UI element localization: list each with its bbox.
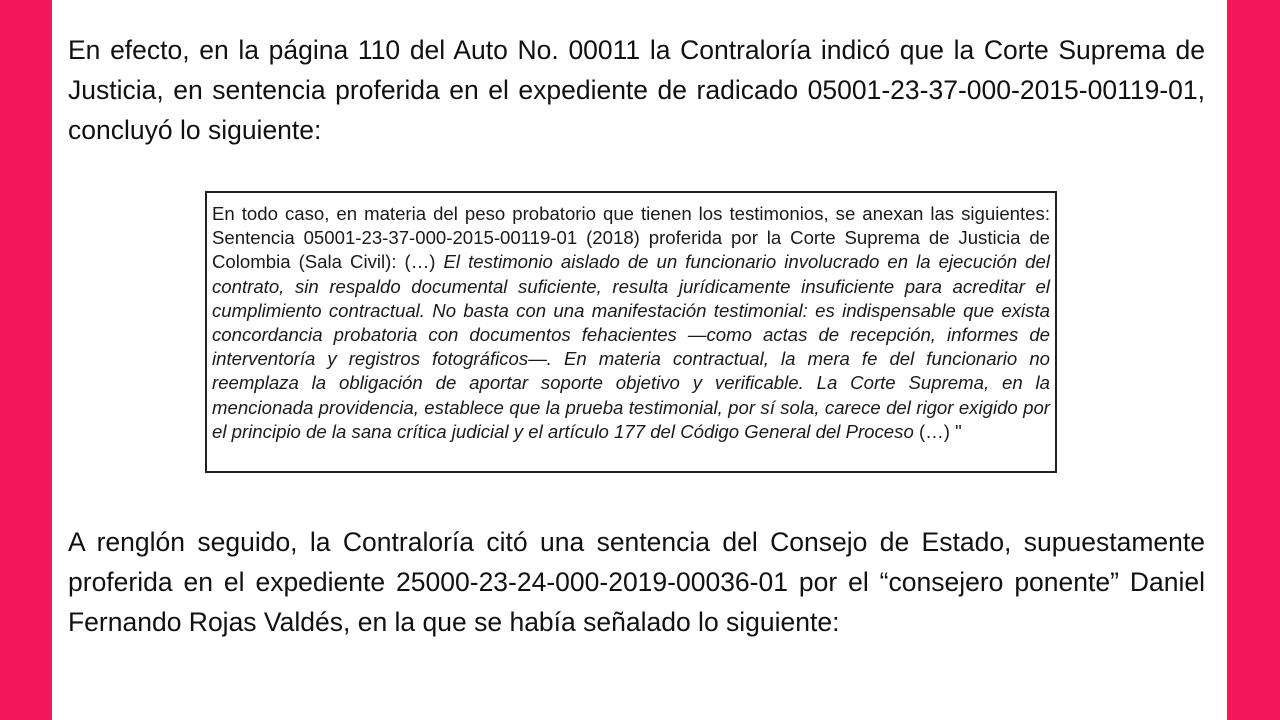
quote-italic-text: El testimonio aislado de un funcionario involucrado en la ejecución del contrato, sin respaldo documental suficiente, resulta jurídicamente insuficiente para acreditar el cumplimiento contractual. No basta con una manifestación testimonial: es indispensable que exista concordancia probatoria con documentos fehacientes —como actas de recepción, informes de interventoría y registros fotográficos—. En materia contractual, la mera fe del funcionario no reemplaza la obligación de aportar soporte objetivo y verificable. La Corte Suprema, en la mencionada providencia, establece que la prueba testimonial, por sí sola, carece del rigor exigido por el principio de la sana crítica judicial y el artículo 177 del Código General del Proceso [212, 251, 1050, 442]
quote-intro-text: En todo caso, en materia del peso probatorio que tienen los testimonios, se anexan las siguientes: Sentencia 05001-23-37-000-2015-00119-01 (2018) proferida por la Corte Suprema de Justicia de Colombia (Sala Civil): (…) [212, 203, 1050, 273]
document-page [52, 0, 1227, 720]
quoted-excerpt-box [205, 191, 1057, 473]
quote-closing-text: (…) " [913, 420, 962, 442]
paragraph-intro: En efecto, en la página 110 del Auto No. 00011 la Contraloría indicó que la Corte Suprema de Justicia, en sentencia proferida en el expediente de radicado 05001-23-37-000-2015-00119-01, concluyó lo siguiente: [68, 35, 1205, 145]
paragraph-followup: A renglón seguido, la Contraloría citó una sentencia del Consejo de Estado, supuestamente proferida en el expediente 25000-23-24-000-2019-00036-01 por el “consejero ponente” Daniel Fernando Rojas Valdés, en la que se había señalado lo siguiente: [68, 527, 1205, 637]
